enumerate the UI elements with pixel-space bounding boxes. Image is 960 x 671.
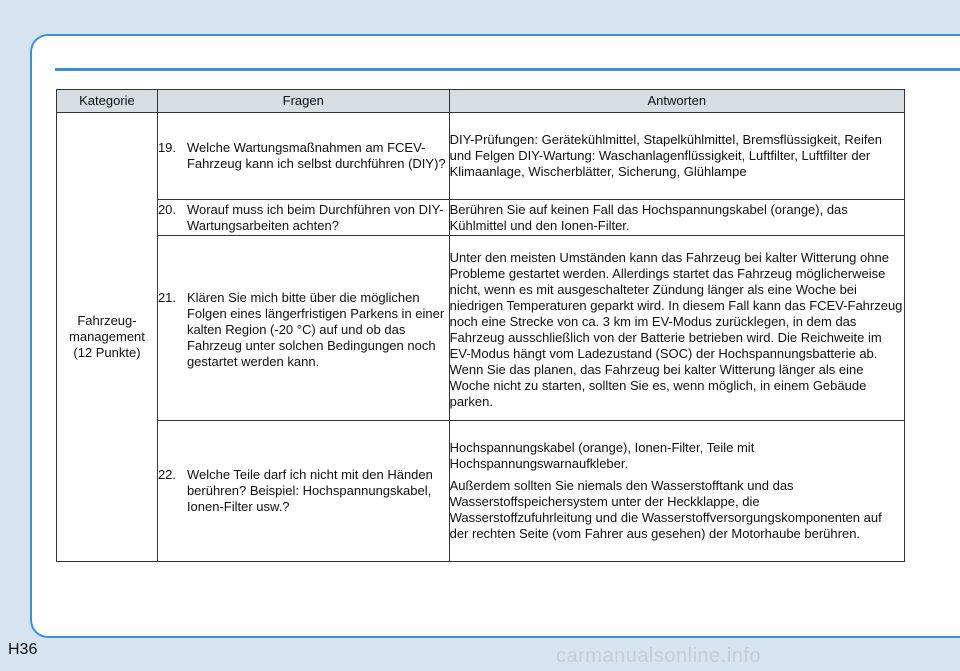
top-rule [55,68,960,71]
question-text: Klären Sie mich bitte über die möglichen Folgen eines längerfristigen Parkens in einer kalten Region (-20 °C) auf und ob das Fahrzeug unter solchen Bedingungen noch gestartet werden kann. [186,290,445,369]
category-line: management [69,329,145,344]
table-row [57,421,905,562]
question-text: Worauf muss ich beim Durchführen von DIY-Wartungsarbeiten achten? [186,201,444,233]
faq-table [56,89,905,562]
table-row [57,200,905,236]
question-cell [157,421,449,562]
table-row [57,113,905,200]
question-number: 21. [157,290,177,305]
question-number: 19. [157,140,177,155]
answer-cell [449,113,904,200]
answer-cell [449,200,904,236]
watermark: carmanualsonline.info [556,645,762,667]
answer-paragraph: Unter den meisten Umständen kann das Fahrzeug bei kalter Witterung ohne Probleme gestartet werden. Allerdings startet das Fahrzeug möglicherweise nicht, wenn es mit ausgeschalteter Zündung länger als eine Woche bei niedrigen Temperaturen geparkt wird. In diesem Fall kann das FCEV-Fahrzeug noch eine Strecke von ca. 3 km im EV-Modus zurücklegen, in dem das Fahrzeug ausschließlich von der Batterie betrieben wird. Die Reichweite im EV-Modus hängt vom Ladezustand (SOC) der Hochspannungsbatterie ab. Wenn Sie das planen, das Fahrzeug bei kalter Witterung länger als eine Woche nicht zu starten, sollten Sie es, wenn möglich, in einem Gebäude parken. [449,250,903,409]
question-number: 20. [157,201,177,217]
question-text: Welche Wartungsmaßnahmen am FCEV-Fahrzeug kann ich selbst durchführen (DIY)? [186,140,446,171]
header-kategorie: Kategorie [57,90,158,113]
answer-cell [449,236,904,421]
category-cell [57,113,158,562]
header-fragen: Fragen [157,90,449,113]
question-number: 22. [157,467,177,482]
answer-paragraph: Berühren Sie auf keinen Fall das Hochspannungskabel (orange), das Kühlmittel und den Ionen-Filter. [449,201,848,233]
question-cell [157,236,449,421]
table-header-row [57,90,905,113]
header-antworten: Antworten [449,90,904,113]
answer-paragraph: Hochspannungskabel (orange), Ionen-Filter, Teile mit Hochspannungswarnaufkleber. [449,440,755,471]
table-row [57,236,905,421]
question-cell [157,113,449,200]
answer-paragraph: Außerdem sollten Sie niemals den Wasserstofftank und das Wasserstoffspeichersystem unter der Heckklappe, die Wasserstoffzufuhrleitung und die Wasserstoffversorgungskomponenten auf der rechten Seite (vom Fahrer aus gesehen) der Motorhaube berühren. [449,478,882,541]
answer-paragraph: DIY-Prüfungen: Gerätekühlmittel, Stapelkühlmittel, Bremsflüssigkeit, Reifen und Felgen DIY-Wartung: Waschanlagenflüssigkeit, Luftfilter, Luftfilter der Klimaanlage, Wischerblätter, Sicherung, Glühlampe [449,132,882,179]
page-number: H36 [8,641,38,658]
question-cell [157,200,449,236]
question-text: Welche Teile darf ich nicht mit den Händen berühren? Beispiel: Hochspannungskabel, Ionen-Filter usw.? [186,467,433,514]
answer-cell [449,421,904,562]
category-line: Fahrzeug- [77,313,137,328]
category-line: (12 Punkte) [73,345,141,360]
